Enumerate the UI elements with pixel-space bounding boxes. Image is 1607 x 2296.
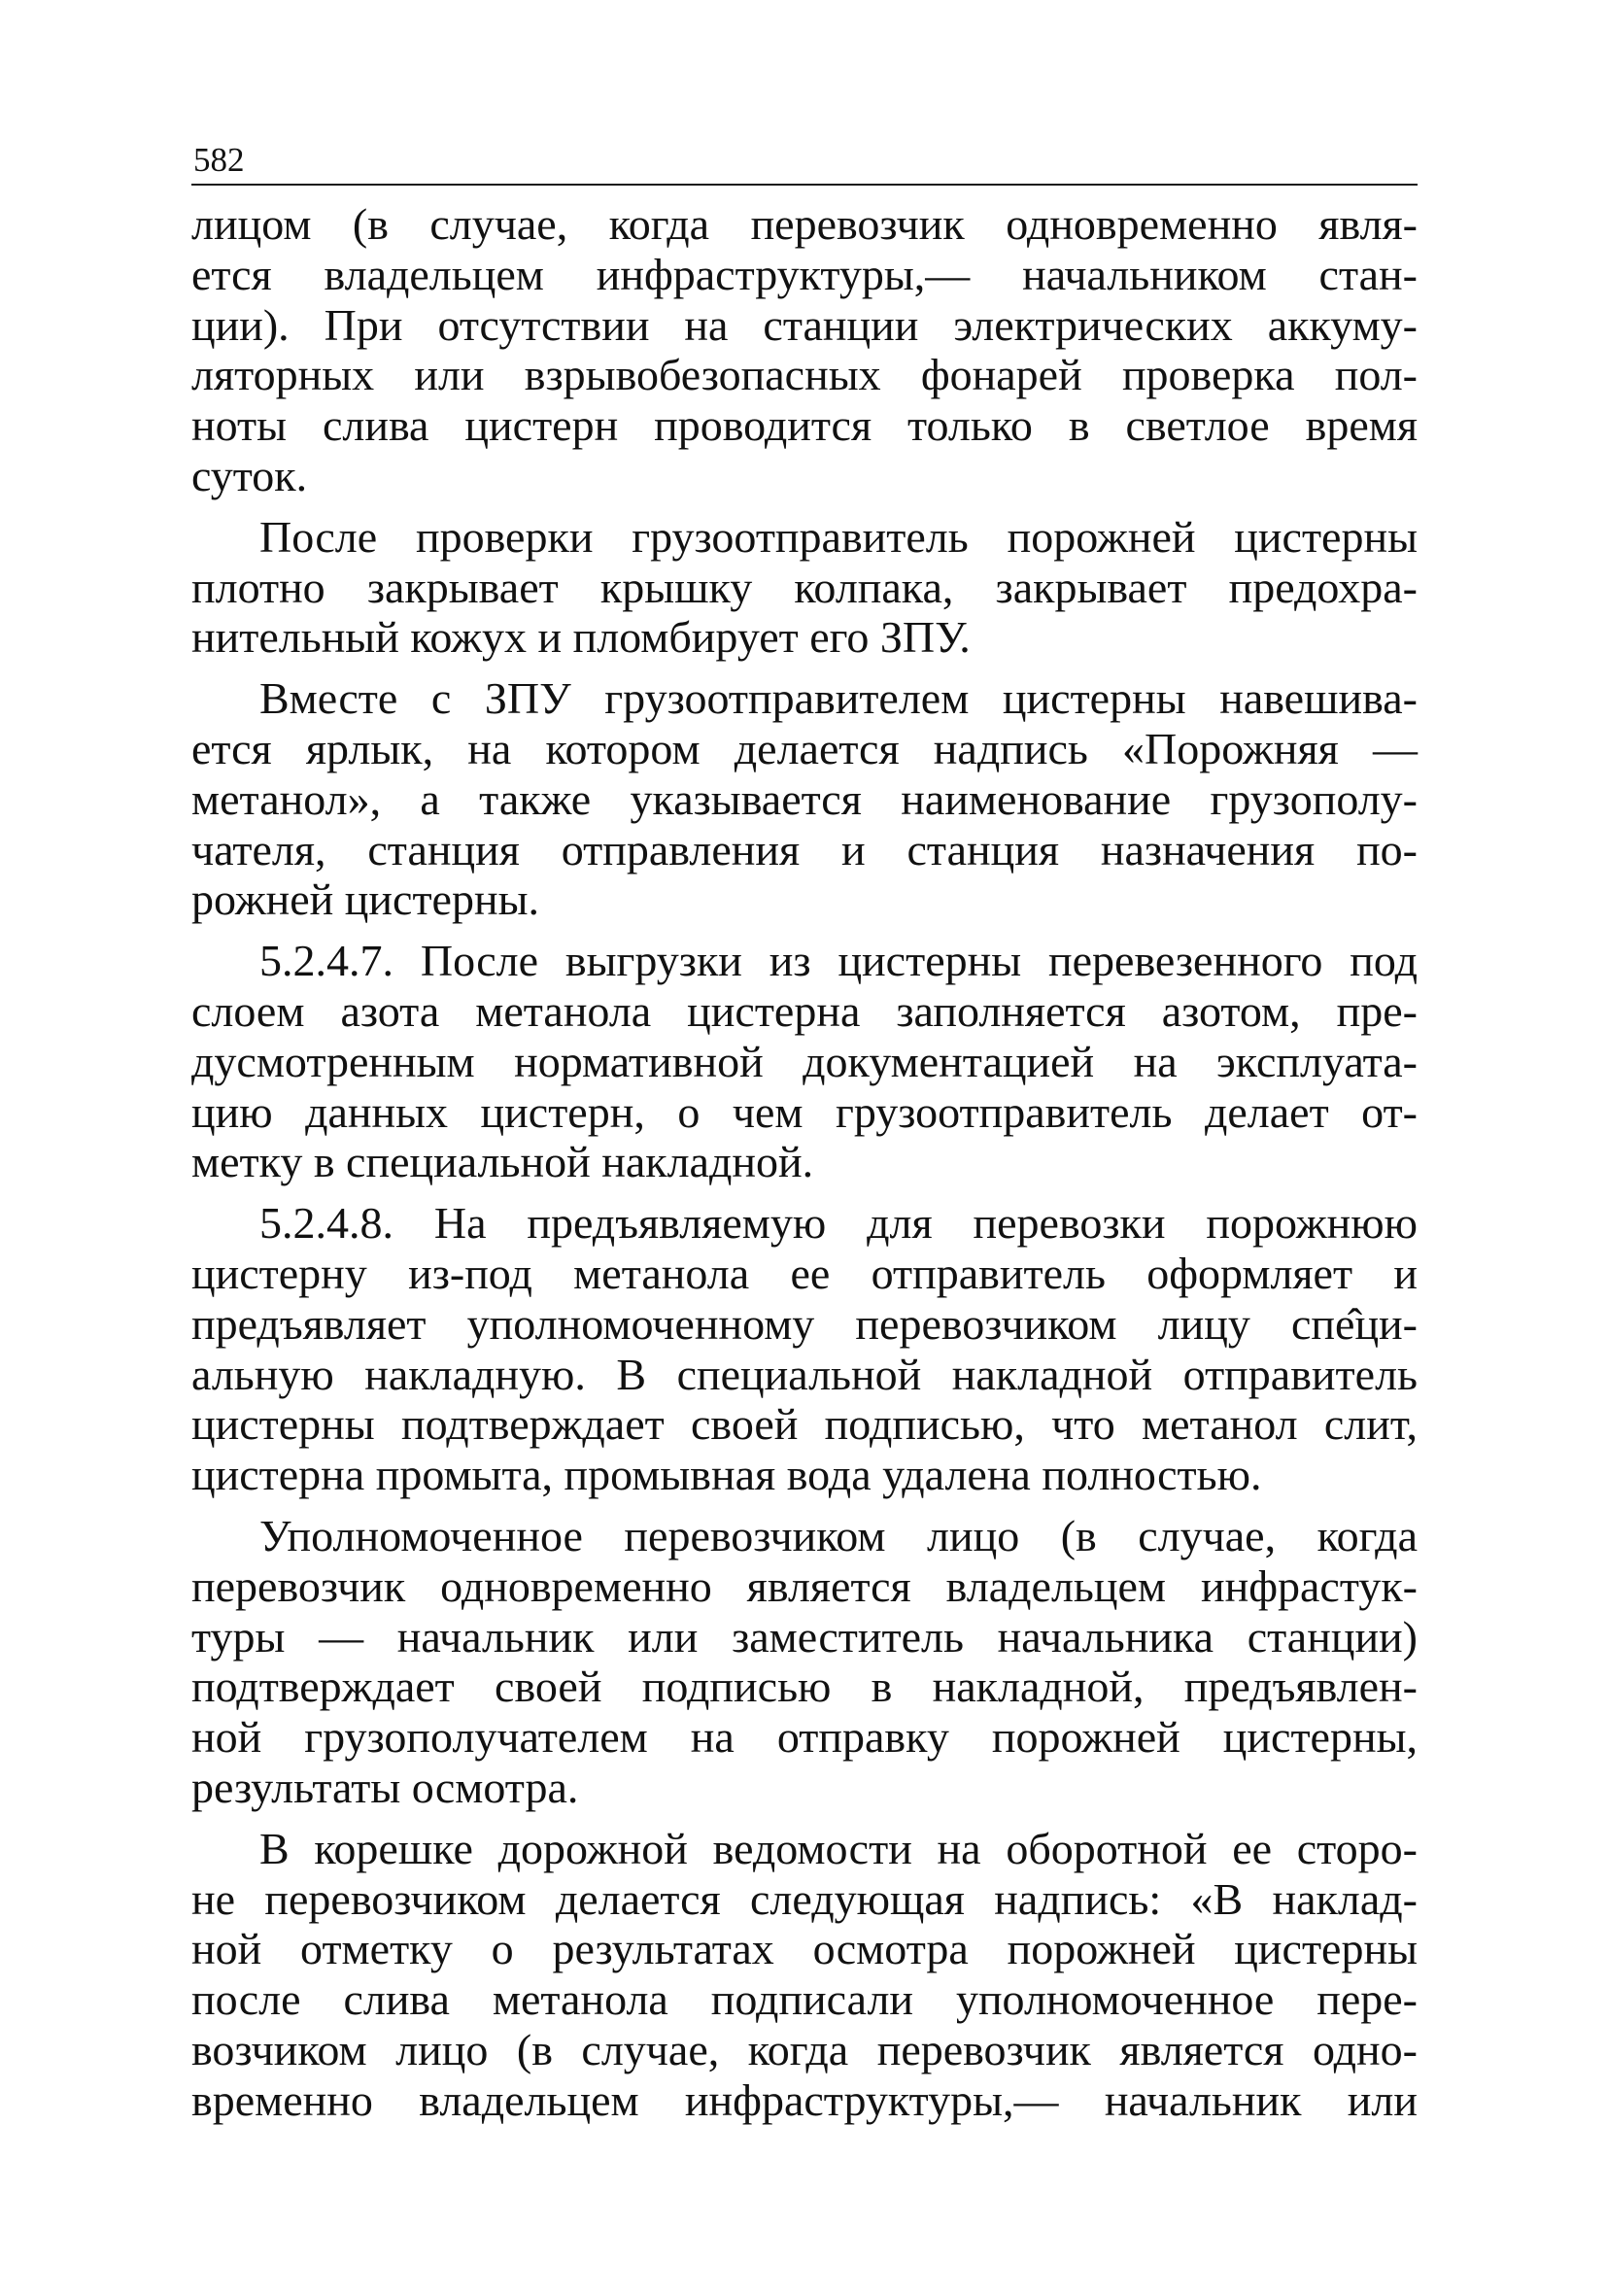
text-line: перевозчик одновременно является владельцем инфрастук- (191, 1560, 1418, 1611)
page-number: 582 (193, 141, 245, 179)
text-line: после слива метанола подписали уполномоченное пере- (191, 1974, 1418, 2025)
text-line: ляторных или взрывобезопасных фонарей проверка пол- (191, 350, 1418, 400)
text-line: цистерну из-под метанола ее отправитель оформляет и (191, 1248, 1418, 1298)
text-line: туры — начальник или заместитель начальника станции) (191, 1611, 1418, 1662)
text-line: чателя, станция отправления и станция назначения по- (191, 824, 1418, 874)
text-line: нительный кожух и пломбирует его ЗПУ. (191, 612, 971, 663)
text-line: ноты слива цистерн проводится только в светлое время (191, 400, 1418, 451)
text-line: суток. (191, 450, 308, 500)
text-line: ется ярлык, на котором делается надпись «Порожняя — (191, 723, 1418, 773)
text-line: рожней цистерны. (191, 874, 539, 925)
text-line: Уполномоченное перевозчиком лицо (в случае, когда (259, 1510, 1418, 1560)
text-line: ется владельцем инфраструктуры,— начальником стан- (191, 249, 1418, 299)
book-page (191, 141, 1418, 2125)
paragraph (191, 1198, 1418, 1500)
text-line: Вместе с ЗПУ грузоотправителем цистерны навешива- (259, 673, 1418, 724)
paragraph (191, 512, 1418, 663)
text-line: 5.2.4.7. После выгрузки из цистерны перевезенного под (259, 936, 1418, 986)
text-line: предъявляет уполномоченному перевозчиком лицу спе̂ци- (191, 1298, 1418, 1349)
text-line: плотно закрывает крышку колпака, закрывает предохра- (191, 562, 1418, 612)
text-line: не перевозчиком делается следующая надпись: «В наклад- (191, 1873, 1418, 1924)
text-line: цию данных цистерн, о чем грузоотправитель делает от- (191, 1086, 1418, 1137)
text-line: В корешке дорожной ведомости на оборотной ее сторо- (259, 1823, 1418, 1873)
text-line: После проверки грузоотправитель порожней цистерны (259, 511, 1418, 562)
text-line: результаты осмотра. (191, 1762, 579, 1812)
body-text (191, 199, 1418, 2125)
text-line: дусмотренным нормативной документацией на эксплуата- (191, 1036, 1418, 1086)
paragraph (191, 199, 1418, 501)
paragraph (191, 673, 1418, 925)
text-line: ции). При отсутствии на станции электрических аккуму- (191, 299, 1418, 350)
paragraph (191, 1511, 1418, 1813)
text-line: ной отметку о результатах осмотра порожней цистерны (191, 1924, 1418, 1974)
text-line: слоем азота метанола цистерна заполняется азотом, пре- (191, 985, 1418, 1036)
text-line: ной грузополучателем на отправку порожней цистерны, (191, 1712, 1418, 1763)
text-line: 5.2.4.8. На предъявляемую для перевозки порожнюю (259, 1198, 1418, 1249)
text-line: возчиком лицо (в случае, когда перевозчик является одно- (191, 2024, 1418, 2074)
paragraph (191, 936, 1418, 1187)
text-line: метку в специальной накладной. (191, 1137, 814, 1187)
header-rule (191, 184, 1418, 186)
paragraph (191, 1824, 1418, 2126)
text-line: цистерны подтверждает своей подписью, что метанол слит, (191, 1399, 1418, 1450)
text-line: подтверждает своей подписью в накладной, предъявлен- (191, 1662, 1418, 1712)
text-line: лицом (в случае, когда перевозчик одновременно явля- (191, 199, 1418, 249)
text-line: цистерна промыта, промывная вода удалена полностью. (191, 1450, 1262, 1500)
text-line: временно владельцем инфраструктуры,— начальник или (191, 2074, 1418, 2125)
text-line: метанол», а также указывается наименование грузополу- (191, 773, 1418, 824)
text-line: альную накладную. В специальной накладной отправитель (191, 1349, 1418, 1399)
